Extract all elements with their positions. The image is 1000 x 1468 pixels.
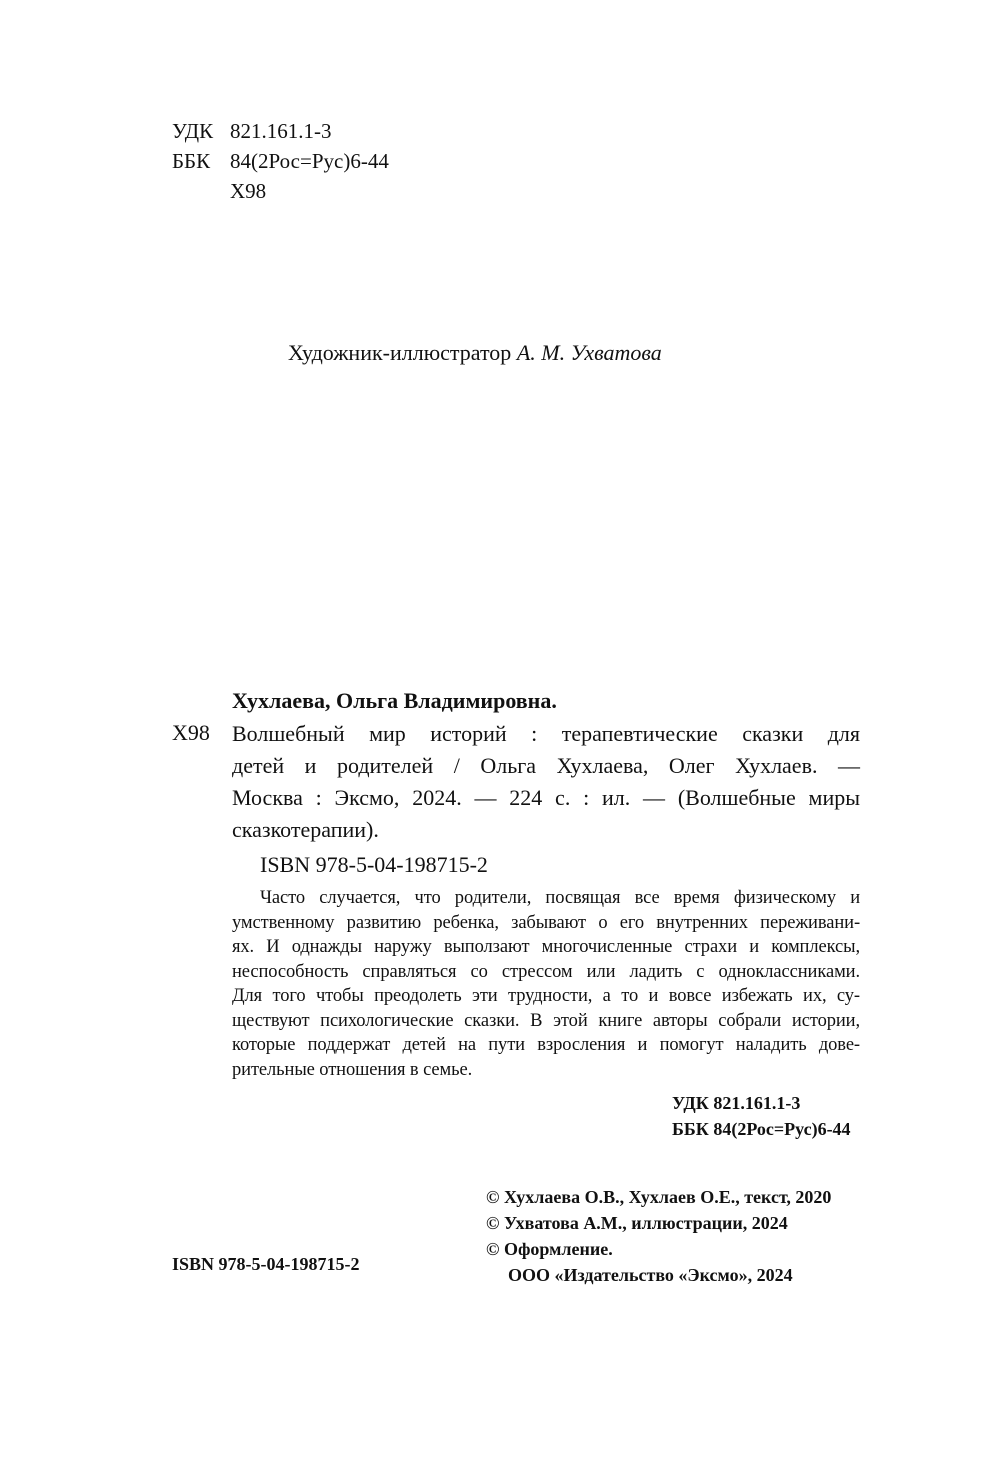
description-line: Волшебный мир историй : терапевтические сказки для [232, 721, 860, 746]
bbk-row [172, 146, 389, 176]
cutter-row [172, 176, 266, 206]
description-line: детей и родителей / Ольга Хухлаева, Олег Хухлаев. — [232, 753, 860, 778]
annotation-line: ществуют психологические сказки. В этой книге авторы собрали истории, [232, 1010, 860, 1031]
udk-value: 821.161.1-3 [230, 119, 332, 143]
annotation [232, 886, 860, 1082]
footer-udk: УДК 821.161.1-3 [672, 1093, 801, 1113]
copyright-line: © Оформление. [486, 1239, 613, 1259]
author-heading: Хухлаева, Ольга Владимировна. [232, 688, 557, 713]
annotation-line: ях. И однажды наружу выползают многочисленные страхи и комплексы, [232, 937, 860, 957]
bibliographic-description [232, 718, 860, 846]
illustrator-role: Художник-иллюстратор [288, 340, 512, 365]
illustrator-name: А. М. Ухватова [516, 340, 662, 365]
annotation-line: Часто случается, что родители, посвящая все время физическому и [260, 888, 860, 908]
annotation-line: которые поддержат детей на пути взросления и помогут наладить дове- [232, 1035, 860, 1055]
annotation-line: Для того чтобы преодолеть эти трудности, а то и вовсе избежать их, су- [232, 986, 860, 1006]
footer-bbk: ББК 84(2Рос=Рус)6-44 [672, 1119, 851, 1139]
copyright-line: ООО «Издательство «Эксмо», 2024 [508, 1265, 793, 1285]
copyright-line: © Хухлаева О.В., Хухлаев О.Е., текст, 2020 [486, 1187, 832, 1207]
annotation-line: умственному развитию ребенка, забывают о его внутренних переживани- [232, 912, 860, 933]
udk-label: УДК [172, 119, 214, 143]
annotation-line: неспособность справляться со стрессом или ладить с одноклассниками. [232, 961, 860, 982]
isbn-main: ISBN 978-5-04-198715-2 [260, 852, 488, 877]
isbn-footer: ISBN 978-5-04-198715-2 [172, 1254, 360, 1274]
bbk-value: 84(2Рос=Рус)6-44 [230, 149, 389, 173]
bbk-label: ББК [172, 149, 211, 173]
annotation-line: рительные отношения в семье. [232, 1059, 473, 1080]
description-line: Москва : Эксмо, 2024. — 224 с. : ил. — (Волшебные миры [232, 785, 860, 810]
illustrator-credit [288, 340, 662, 366]
description-line: сказкотерапии). [232, 817, 379, 842]
cutter-code: Х98 [230, 179, 267, 203]
cutter-left: Х98 [172, 720, 210, 745]
udk-row [172, 116, 332, 146]
copyright-line: © Ухватова А.М., иллюстрации, 2024 [486, 1213, 788, 1233]
